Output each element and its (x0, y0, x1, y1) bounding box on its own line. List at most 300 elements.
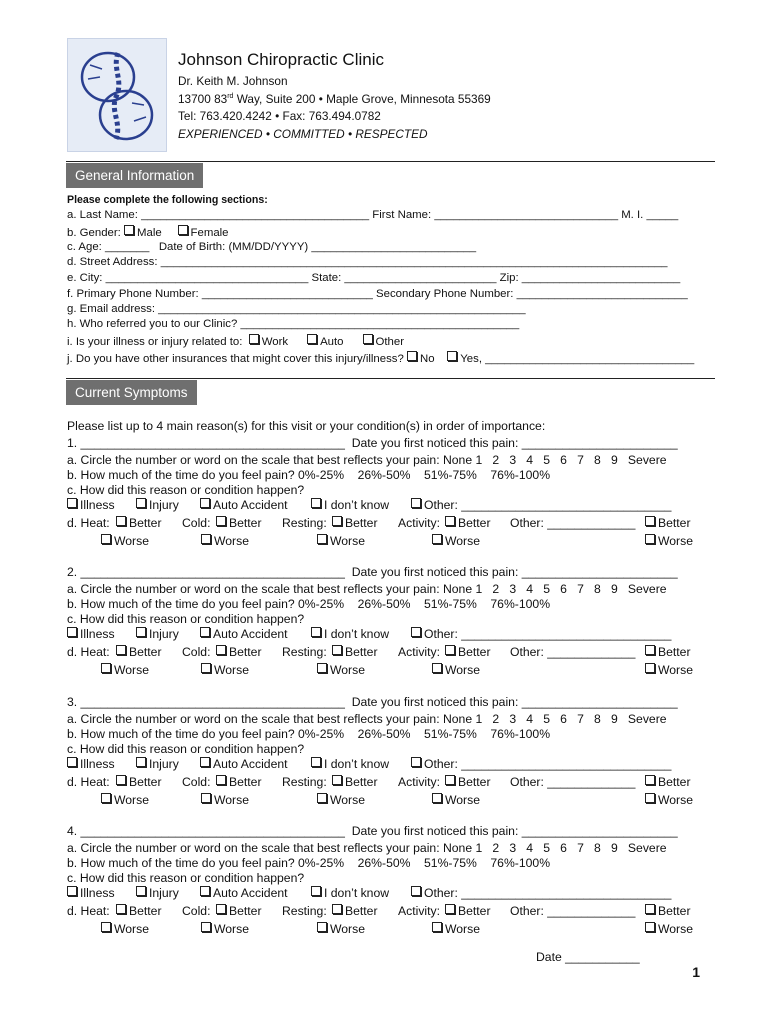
resting-text: Resting: (282, 516, 327, 530)
cause-option-auto-accident[interactable] (200, 498, 288, 512)
better-label: Better (129, 516, 162, 530)
cause-option-auto-accident[interactable] (200, 627, 288, 641)
heat-worse-option[interactable] (101, 922, 149, 936)
symptom-row (67, 824, 678, 838)
pain-frequency[interactable]: b. How much of the time do you feel pain? 0%-25% 26%-50% 51%-75% 76%-100% (67, 727, 551, 741)
cause-option-dont-know[interactable] (311, 886, 389, 900)
worse-label: Worse (445, 663, 480, 677)
dont-know-label: I don’t know (324, 627, 390, 641)
activity-label (398, 645, 440, 659)
better-label: Better (458, 904, 491, 918)
other-modality-worse-option[interactable] (645, 663, 693, 677)
other-cause-checkbox[interactable] (411, 498, 421, 508)
activity-better-option[interactable] (445, 775, 491, 789)
better-label: Better (345, 775, 378, 789)
cold-text: Cold: (182, 645, 211, 659)
illness-label: Illness (80, 627, 115, 641)
better-label: Better (229, 775, 262, 789)
heat-text: d. Heat: (67, 516, 110, 530)
dont-know-checkbox[interactable] (311, 757, 321, 767)
resting-worse-option[interactable] (317, 534, 365, 548)
resting-worse-option[interactable] (317, 922, 365, 936)
cause-option-dont-know[interactable] (311, 627, 389, 641)
better-label: Better (229, 516, 262, 530)
heat-worse-checkbox[interactable] (101, 793, 111, 803)
cold-worse-option[interactable] (201, 534, 249, 548)
cold-better-checkbox[interactable] (216, 775, 226, 785)
cause-option-other-cause[interactable] (411, 886, 671, 900)
referral-line[interactable]: h. Who referred you to our Clinic? ____________________________________________ (67, 318, 520, 330)
symptom-row (67, 871, 304, 885)
better-label: Better (658, 645, 691, 659)
cause-option-dont-know[interactable] (311, 498, 389, 512)
cause-option-dont-know[interactable] (311, 757, 389, 771)
resting-worse-option[interactable] (317, 793, 365, 807)
resting-better-option[interactable] (332, 775, 378, 789)
cause-option-injury[interactable] (136, 498, 179, 512)
reason-field[interactable]: 3. _______________________________________ (67, 695, 345, 709)
dont-know-label: I don’t know (324, 886, 390, 900)
related-label: i. Is your illness or injury related to: (67, 336, 243, 348)
other-modality-text: Other: _____________ (510, 516, 636, 530)
better-label: Better (458, 645, 491, 659)
worse-label: Worse (658, 922, 693, 936)
date-noticed-field[interactable]: Date you first noticed this pain: _______________________ (351, 565, 678, 579)
auto-accident-checkbox[interactable] (200, 627, 210, 637)
cause-question: c. How did this reason or condition happen? (67, 483, 305, 497)
activity-label (398, 904, 440, 918)
heat-better-option[interactable] (116, 775, 162, 789)
cold-worse-checkbox[interactable] (201, 534, 211, 544)
date-noticed-field[interactable]: Date you first noticed this pain: _______________________ (351, 824, 678, 838)
cold-better-checkbox[interactable] (216, 904, 226, 914)
resting-label (282, 645, 327, 659)
resting-label (282, 904, 327, 918)
better-label: Better (229, 645, 262, 659)
other-cause-label: Other: _______________________________ (424, 498, 672, 512)
better-label: Better (458, 516, 491, 530)
heat-better-checkbox[interactable] (116, 775, 126, 785)
better-label: Better (129, 645, 162, 659)
resting-better-option[interactable] (332, 516, 378, 530)
worse-label: Worse (445, 793, 480, 807)
address-rest: Way, Suite 200 • Maple Grove, Minnesota 55369 (233, 92, 491, 106)
other-cause-checkbox[interactable] (411, 886, 421, 896)
cause-option-illness[interactable] (67, 627, 115, 641)
other-modality-worse-option[interactable] (645, 534, 693, 548)
worse-label: Worse (214, 922, 249, 936)
worse-label: Worse (658, 793, 693, 807)
symptom-row (67, 841, 667, 855)
symptom-row (67, 742, 304, 756)
dont-know-label: I don’t know (324, 498, 390, 512)
auto-accident-label: Auto Accident (213, 627, 288, 641)
work-label: Work (261, 336, 289, 348)
activity-better-checkbox[interactable] (445, 775, 455, 785)
other-cause-checkbox[interactable] (411, 627, 421, 637)
other-modality-better-option[interactable] (645, 645, 691, 659)
address-line[interactable]: d. Street Address: ________________________________________________________________________________ (67, 256, 668, 268)
activity-worse-option[interactable] (432, 793, 480, 807)
illness-checkbox[interactable] (67, 498, 77, 508)
resting-better-option[interactable] (332, 904, 378, 918)
heat-worse-option[interactable] (101, 534, 149, 548)
clinic-phone: Tel: 763.420.4242 • Fax: 763.494.0782 (178, 109, 381, 123)
dont-know-label: I don’t know (324, 757, 390, 771)
injury-label: Injury (149, 757, 179, 771)
resting-better-checkbox[interactable] (332, 516, 342, 526)
better-label: Better (345, 516, 378, 530)
symptom-row (67, 453, 667, 467)
related-line (67, 334, 404, 348)
heat-label (67, 645, 110, 659)
date-line[interactable]: Date ___________ (536, 950, 640, 964)
resting-worse-checkbox[interactable] (317, 922, 327, 932)
auto-accident-label: Auto Accident (213, 757, 288, 771)
worse-label: Worse (214, 663, 249, 677)
cause-option-injury[interactable] (136, 886, 179, 900)
cold-worse-checkbox[interactable] (201, 663, 211, 673)
auto-accident-checkbox[interactable] (200, 498, 210, 508)
cause-option-auto-accident[interactable] (200, 757, 288, 771)
dont-know-checkbox[interactable] (311, 886, 321, 896)
pain-scale[interactable]: a. Circle the number or word on the scale that best reflects your pain: None 1 2 3 4 5 6 7 8 9 Severe (67, 841, 667, 855)
current-symptoms-heading: Current Symptoms (66, 380, 197, 405)
cold-worse-option[interactable] (201, 793, 249, 807)
illness-checkbox[interactable] (67, 886, 77, 896)
heat-better-option[interactable] (116, 645, 162, 659)
cold-label (182, 904, 210, 918)
worse-label: Worse (114, 663, 149, 677)
dont-know-checkbox[interactable] (311, 498, 321, 508)
cause-option-illness[interactable] (67, 498, 115, 512)
clinic-tagline: EXPERIENCED • COMMITTED • RESPECTED (178, 127, 428, 141)
reason-field[interactable]: 2. _______________________________________ (67, 565, 345, 579)
gender-line (67, 225, 229, 239)
cold-better-checkbox[interactable] (216, 516, 226, 526)
other-cause-label: Other: _______________________________ (424, 886, 672, 900)
better-label: Better (658, 516, 691, 530)
other-modality-better-checkbox[interactable] (645, 904, 655, 914)
resting-worse-checkbox[interactable] (317, 663, 327, 673)
section-divider (66, 378, 715, 379)
pain-frequency[interactable]: b. How much of the time do you feel pain? 0%-25% 26%-50% 51%-75% 76%-100% (67, 468, 551, 482)
activity-better-option[interactable] (445, 645, 491, 659)
female-label: Female (190, 227, 229, 239)
better-label: Better (345, 645, 378, 659)
name-line[interactable]: a. Last Name: ____________________________________ First Name: _____________________________ M. I. _____ (67, 209, 679, 221)
symptom-row (67, 856, 550, 870)
illness-checkbox[interactable] (67, 627, 77, 637)
better-label: Better (658, 775, 691, 789)
symptom-row (67, 597, 550, 611)
pain-scale[interactable]: a. Circle the number or word on the scale that best reflects your pain: None 1 2 3 4 5 6 7 8 9 Severe (67, 453, 667, 467)
symptom-row (67, 582, 667, 596)
activity-label (398, 516, 440, 530)
heat-label (67, 904, 110, 918)
symptoms-intro: Please list up to 4 main reason(s) for this visit or your condition(s) in order of importance: (67, 419, 546, 433)
worse-label: Worse (214, 534, 249, 548)
heat-better-option[interactable] (116, 904, 162, 918)
worse-label: Worse (114, 793, 149, 807)
auto-accident-checkbox[interactable] (200, 886, 210, 896)
symptom-row (67, 712, 667, 726)
other-modality-label (510, 516, 635, 530)
date-noticed-field[interactable]: Date you first noticed this pain: _______________________ (351, 695, 678, 709)
activity-worse-checkbox[interactable] (432, 793, 442, 803)
activity-worse-checkbox[interactable] (432, 534, 442, 544)
doctor-name: Dr. Keith M. Johnson (178, 74, 288, 88)
activity-better-checkbox[interactable] (445, 516, 455, 526)
symptom-row (67, 436, 678, 450)
symptom-row (67, 695, 678, 709)
cold-better-option[interactable] (216, 775, 262, 789)
other-cause-label: Other: _______________________________ (424, 757, 672, 771)
clinic-address (178, 92, 491, 106)
other-modality-text: Other: _____________ (510, 645, 636, 659)
better-label: Better (458, 775, 491, 789)
cold-text: Cold: (182, 904, 211, 918)
worse-label: Worse (330, 534, 365, 548)
heat-worse-checkbox[interactable] (101, 663, 111, 673)
resting-worse-checkbox[interactable] (317, 793, 327, 803)
resting-label (282, 516, 327, 530)
cause-option-other-cause[interactable] (411, 627, 671, 641)
other-modality-worse-option[interactable] (645, 922, 693, 936)
other-checkbox[interactable] (363, 334, 373, 344)
pain-frequency[interactable]: b. How much of the time do you feel pain? 0%-25% 26%-50% 51%-75% 76%-100% (67, 597, 551, 611)
worse-label: Worse (445, 922, 480, 936)
other-label: Other (375, 336, 405, 348)
symptom-row (67, 612, 304, 626)
illness-label: Illness (80, 498, 115, 512)
worse-label: Worse (114, 922, 149, 936)
activity-better-option[interactable] (445, 516, 491, 530)
other-modality-better-option[interactable] (645, 904, 691, 918)
other-cause-checkbox[interactable] (411, 757, 421, 767)
heat-worse-checkbox[interactable] (101, 922, 111, 932)
cold-text: Cold: (182, 516, 211, 530)
cold-label (182, 516, 210, 530)
other-modality-worse-checkbox[interactable] (645, 922, 655, 932)
heat-label (67, 516, 110, 530)
resting-better-checkbox[interactable] (332, 645, 342, 655)
activity-worse-option[interactable] (432, 922, 480, 936)
better-label: Better (229, 904, 262, 918)
symptom-row (67, 565, 678, 579)
cause-option-illness[interactable] (67, 757, 115, 771)
male-label: Male (137, 227, 162, 239)
age-line[interactable]: c. Age: _______ Date of Birth: (MM/DD/YYYY) __________________________ (67, 241, 477, 253)
activity-text: Activity: (398, 516, 440, 530)
yes-checkbox[interactable] (447, 351, 457, 361)
pain-scale[interactable]: a. Circle the number or word on the scale that best reflects your pain: None 1 2 3 4 5 6 7 8 9 Severe (67, 582, 667, 596)
cause-question: c. How did this reason or condition happen? (67, 612, 305, 626)
injury-label: Injury (149, 498, 179, 512)
gender-label: b. Gender: (67, 227, 121, 239)
cause-option-auto-accident[interactable] (200, 886, 288, 900)
phone-line[interactable]: f. Primary Phone Number: ___________________________ Secondary Phone Number: ___________________________ (67, 288, 688, 300)
activity-text: Activity: (398, 904, 440, 918)
city-line[interactable]: e. City: ________________________________ State: ________________________ Zip: _________________________ (67, 272, 681, 284)
illness-label: Illness (80, 886, 115, 900)
heat-text: d. Heat: (67, 775, 110, 789)
better-label: Better (345, 904, 378, 918)
auto-label: Auto (320, 336, 344, 348)
symptom-row (67, 468, 550, 482)
address-suffix: rd (227, 93, 234, 101)
worse-label: Worse (658, 663, 693, 677)
activity-better-checkbox[interactable] (445, 645, 455, 655)
other-modality-label (510, 645, 635, 659)
worse-label: Worse (214, 793, 249, 807)
yes-label: Yes, _________________________________ (460, 353, 695, 365)
resting-better-option[interactable] (332, 645, 378, 659)
pain-scale[interactable]: a. Circle the number or word on the scale that best reflects your pain: None 1 2 3 4 5 6 7 8 9 Severe (67, 712, 667, 726)
heat-better-checkbox[interactable] (116, 645, 126, 655)
activity-label (398, 775, 440, 789)
injury-label: Injury (149, 886, 179, 900)
auto-accident-checkbox[interactable] (200, 757, 210, 767)
activity-worse-option[interactable] (432, 534, 480, 548)
activity-worse-checkbox[interactable] (432, 922, 442, 932)
cold-worse-option[interactable] (201, 922, 249, 936)
cold-text: Cold: (182, 775, 211, 789)
no-label: No (420, 353, 435, 365)
heat-worse-option[interactable] (101, 793, 149, 807)
worse-label: Worse (658, 534, 693, 548)
symptom-row (67, 483, 304, 497)
other-modality-label (510, 904, 635, 918)
page-number: 1 (692, 964, 700, 980)
other-modality-text: Other: _____________ (510, 775, 636, 789)
male-checkbox[interactable] (124, 225, 134, 235)
address-part: 13700 83 (178, 92, 228, 106)
activity-text: Activity: (398, 645, 440, 659)
section-divider (66, 161, 715, 162)
other-modality-better-option[interactable] (645, 775, 691, 789)
worse-label: Worse (330, 922, 365, 936)
activity-better-checkbox[interactable] (445, 904, 455, 914)
clinic-name: Johnson Chiropractic Clinic (178, 50, 384, 69)
reason-field[interactable]: 4. _______________________________________ (67, 824, 345, 838)
resting-text: Resting: (282, 904, 327, 918)
heat-better-option[interactable] (116, 516, 162, 530)
activity-text: Activity: (398, 775, 440, 789)
heat-worse-option[interactable] (101, 663, 149, 677)
spine-logo-icon (68, 39, 166, 151)
better-label: Better (129, 775, 162, 789)
other-modality-better-checkbox[interactable] (645, 645, 655, 655)
pain-frequency[interactable]: b. How much of the time do you feel pain? 0%-25% 26%-50% 51%-75% 76%-100% (67, 856, 551, 870)
worse-label: Worse (330, 663, 365, 677)
other-modality-worse-option[interactable] (645, 793, 693, 807)
better-label: Better (658, 904, 691, 918)
resting-better-checkbox[interactable] (332, 775, 342, 785)
other-modality-text: Other: _____________ (510, 904, 636, 918)
injury-checkbox[interactable] (136, 498, 146, 508)
activity-worse-checkbox[interactable] (432, 663, 442, 673)
cause-option-injury[interactable] (136, 757, 179, 771)
clinic-logo (67, 38, 167, 152)
other-modality-label (510, 775, 635, 789)
cold-label (182, 775, 210, 789)
other-modality-better-checkbox[interactable] (645, 516, 655, 526)
work-checkbox[interactable] (249, 334, 259, 344)
worse-label: Worse (445, 534, 480, 548)
cause-question: c. How did this reason or condition happen? (67, 742, 305, 756)
heat-text: d. Heat: (67, 645, 110, 659)
heat-worse-checkbox[interactable] (101, 534, 111, 544)
other-modality-worse-checkbox[interactable] (645, 793, 655, 803)
cause-option-other-cause[interactable] (411, 757, 671, 771)
auto-checkbox[interactable] (307, 334, 317, 344)
heat-better-checkbox[interactable] (116, 516, 126, 526)
general-info-heading: General Information (66, 163, 203, 188)
insurance-label: j. Do you have other insurances that might cover this injury/illness? (67, 353, 404, 365)
cold-worse-option[interactable] (201, 663, 249, 677)
other-cause-label: Other: _______________________________ (424, 627, 672, 641)
insurance-line (67, 351, 694, 365)
auto-accident-label: Auto Accident (213, 498, 288, 512)
illness-checkbox[interactable] (67, 757, 77, 767)
cold-better-option[interactable] (216, 904, 262, 918)
resting-worse-checkbox[interactable] (317, 534, 327, 544)
other-modality-worse-checkbox[interactable] (645, 534, 655, 544)
resting-text: Resting: (282, 645, 327, 659)
cold-worse-checkbox[interactable] (201, 922, 211, 932)
dont-know-checkbox[interactable] (311, 627, 321, 637)
cause-option-injury[interactable] (136, 627, 179, 641)
reason-field[interactable]: 1. _______________________________________ (67, 436, 345, 450)
no-checkbox[interactable] (407, 351, 417, 361)
activity-better-option[interactable] (445, 904, 491, 918)
date-noticed-field[interactable]: Date you first noticed this pain: _______________________ (351, 436, 678, 450)
heat-label (67, 775, 110, 789)
cause-option-other-cause[interactable] (411, 498, 671, 512)
injury-checkbox[interactable] (136, 757, 146, 767)
other-modality-better-option[interactable] (645, 516, 691, 530)
cold-better-option[interactable] (216, 516, 262, 530)
better-label: Better (129, 904, 162, 918)
cold-better-checkbox[interactable] (216, 645, 226, 655)
symptom-row (67, 727, 550, 741)
instructions: Please complete the following sections: (67, 194, 268, 206)
heat-text: d. Heat: (67, 904, 110, 918)
injury-checkbox[interactable] (136, 886, 146, 896)
injury-label: Injury (149, 627, 179, 641)
email-line[interactable]: g. Email address: __________________________________________________________ (67, 303, 526, 315)
worse-label: Worse (330, 793, 365, 807)
worse-label: Worse (114, 534, 149, 548)
activity-worse-option[interactable] (432, 663, 480, 677)
resting-label (282, 775, 327, 789)
cause-option-illness[interactable] (67, 886, 115, 900)
resting-text: Resting: (282, 775, 327, 789)
other-modality-worse-checkbox[interactable] (645, 663, 655, 673)
cold-better-option[interactable] (216, 645, 262, 659)
female-checkbox[interactable] (178, 225, 188, 235)
heat-better-checkbox[interactable] (116, 904, 126, 914)
other-modality-better-checkbox[interactable] (645, 775, 655, 785)
cold-label (182, 645, 210, 659)
cold-worse-checkbox[interactable] (201, 793, 211, 803)
resting-worse-option[interactable] (317, 663, 365, 677)
resting-better-checkbox[interactable] (332, 904, 342, 914)
illness-label: Illness (80, 757, 115, 771)
injury-checkbox[interactable] (136, 627, 146, 637)
auto-accident-label: Auto Accident (213, 886, 288, 900)
